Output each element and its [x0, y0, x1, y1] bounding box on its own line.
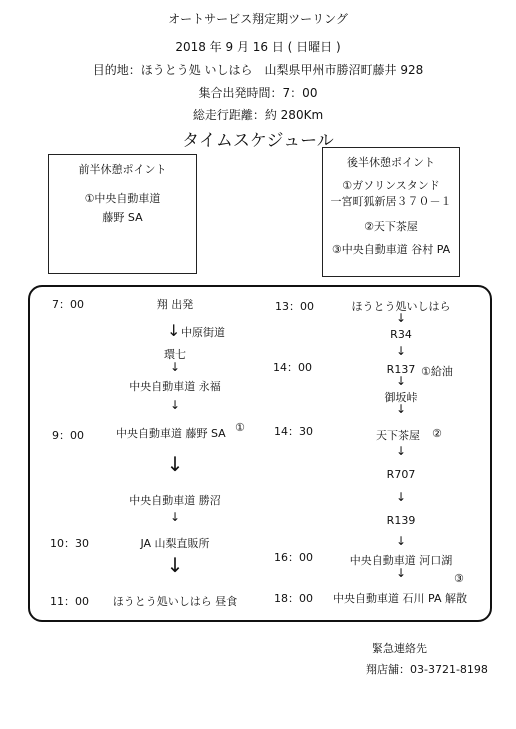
second-rest-line3: ②天下茶屋 — [364, 220, 418, 233]
second-rest-title: 後半休憩ポイント — [347, 156, 435, 169]
arrow-down-icon: ↓ — [166, 553, 184, 577]
left-time-2: 9：00 — [52, 429, 84, 442]
destination: 目的地：ほうとう処 いしはら 山梨県甲州市勝沼町藤井 928 — [92, 63, 424, 77]
arrow-down-icon: ↓ — [395, 311, 407, 325]
first-rest-box — [48, 154, 197, 274]
second-rest-box — [322, 147, 460, 277]
right-teahouse: 天下茶屋 — [376, 429, 420, 442]
contact-title: 緊急連絡先 — [372, 642, 427, 655]
arrow-down-icon: ↓ — [395, 444, 407, 458]
left-time-4: 11：00 — [50, 595, 89, 608]
left-route-4: 中央自動車道 勝沼 — [129, 494, 221, 507]
departure-time: 集合出発時間：7：00 — [198, 86, 318, 100]
left-lunch: ほうとう処いしはら 昼食 — [112, 595, 238, 608]
arrow-down-icon: ↓ — [395, 374, 407, 388]
right-fuel: ①給油 — [421, 365, 453, 378]
arrow-down-icon: ↓ — [395, 566, 407, 580]
left-time-3: 10：30 — [50, 537, 89, 550]
left-time-1: 7：00 — [52, 298, 84, 311]
schedule-title: タイムスケジュール — [182, 131, 334, 151]
first-rest-line1: ①中央自動車道 — [84, 192, 161, 205]
arrow-down-icon: ↓ — [395, 490, 407, 504]
left-route-2: 環七 — [164, 348, 186, 361]
arrow-down-icon: ↓ — [395, 402, 407, 416]
left-route-1: 中原街道 — [181, 326, 225, 339]
right-r139: R139 — [386, 514, 416, 527]
left-route-3: 中央自動車道 永福 — [129, 380, 221, 393]
arrow-down-icon: ↓ — [169, 398, 181, 412]
first-rest-line2: 藤野 SA — [102, 211, 143, 224]
right-start: ほうとう処いしはら — [351, 300, 451, 313]
right-time-4: 16：00 — [274, 551, 313, 564]
second-rest-line2: 一宮町狐新居３７０－１ — [330, 195, 452, 208]
arrow-down-icon: ↓ — [167, 321, 181, 340]
first-rest-title: 前半休憩ポイント — [78, 163, 167, 176]
left-stop-1-mark: ① — [235, 421, 245, 434]
right-kawaguchiko: 中央自動車道 河口湖 — [349, 554, 453, 567]
right-mark-3: ③ — [454, 572, 464, 585]
right-time-1: 13：00 — [275, 300, 314, 313]
right-time-5: 18：00 — [274, 592, 313, 605]
left-stop-1: 中央自動車道 藤野 SA — [116, 427, 226, 440]
second-rest-line4: ③中央自動車道 谷村 PA — [331, 243, 451, 256]
arrow-down-icon: ↓ — [395, 534, 407, 548]
arrow-down-icon: ↓ — [166, 452, 184, 476]
contact-shop: 翔店舗：03-3721-8198 — [366, 663, 488, 676]
right-r707: R707 — [386, 468, 416, 481]
second-rest-line1: ①ガソリンスタンド — [342, 179, 440, 192]
arrow-down-icon: ↓ — [169, 510, 181, 524]
right-r137: R137 — [386, 363, 416, 376]
right-r34: R34 — [390, 328, 412, 341]
right-time-2: 14：00 — [273, 361, 312, 374]
right-time-3: 14：30 — [274, 425, 313, 438]
arrow-down-icon: ↓ — [169, 360, 181, 374]
left-start: 翔 出発 — [156, 298, 194, 311]
left-stop-2: JA 山梨直販所 — [140, 537, 210, 550]
right-end: 中央自動車道 石川 PA 解散 — [333, 592, 467, 605]
event-title: オートサービス翔定期ツーリング — [168, 12, 348, 26]
event-date: 2018 年 9 月 16 日 ( 日曜日 ) — [175, 40, 341, 54]
schedule-frame — [28, 285, 492, 622]
total-distance: 総走行距離：約 280Km — [192, 108, 324, 122]
right-teahouse-mark: ② — [432, 427, 442, 440]
right-pass: 御坂峠 — [384, 391, 418, 404]
arrow-down-icon: ↓ — [395, 344, 407, 358]
